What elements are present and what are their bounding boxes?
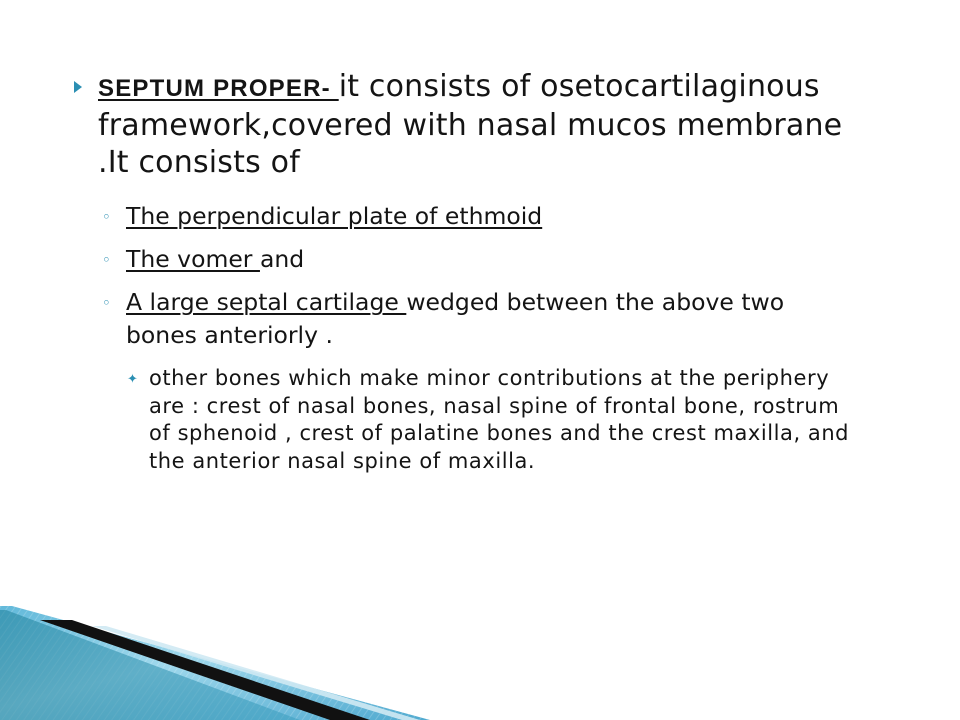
item-rest: wedged between the above two bones anteriorly . bbox=[126, 288, 785, 349]
ring-icon: ◦ bbox=[102, 208, 111, 226]
item-underlined: The vomer bbox=[126, 245, 260, 273]
ring-icon: ◦ bbox=[102, 294, 111, 312]
teal-band bbox=[0, 610, 300, 720]
item-underlined: The perpendicular plate of ethmoid bbox=[126, 202, 543, 230]
sub-note bbox=[127, 365, 859, 475]
section-heading: SEPTUM PROPER- bbox=[98, 75, 339, 102]
intro-text: it consists of osetocartilaginous framework,covered with nasal mucos membrane .It consists of bbox=[98, 69, 843, 180]
list-item bbox=[102, 286, 846, 352]
ring-icon: ◦ bbox=[102, 251, 111, 269]
list-item bbox=[102, 243, 846, 276]
list-item bbox=[102, 200, 846, 233]
item-underlined: A large septal cartilage bbox=[126, 288, 407, 316]
item-rest: and bbox=[259, 245, 305, 273]
main-point bbox=[98, 68, 878, 181]
diamond-icon: ✦ bbox=[127, 372, 139, 387]
sub-note-text: other bones which make minor contributions at the periphery are : crest of nasal bones, nasal spine of frontal bone, rostrum of sphenoid , crest of palatine bones and the crest maxilla, and the anterior nasal spine of maxilla. bbox=[149, 366, 850, 473]
triangle-right-icon bbox=[74, 81, 82, 93]
